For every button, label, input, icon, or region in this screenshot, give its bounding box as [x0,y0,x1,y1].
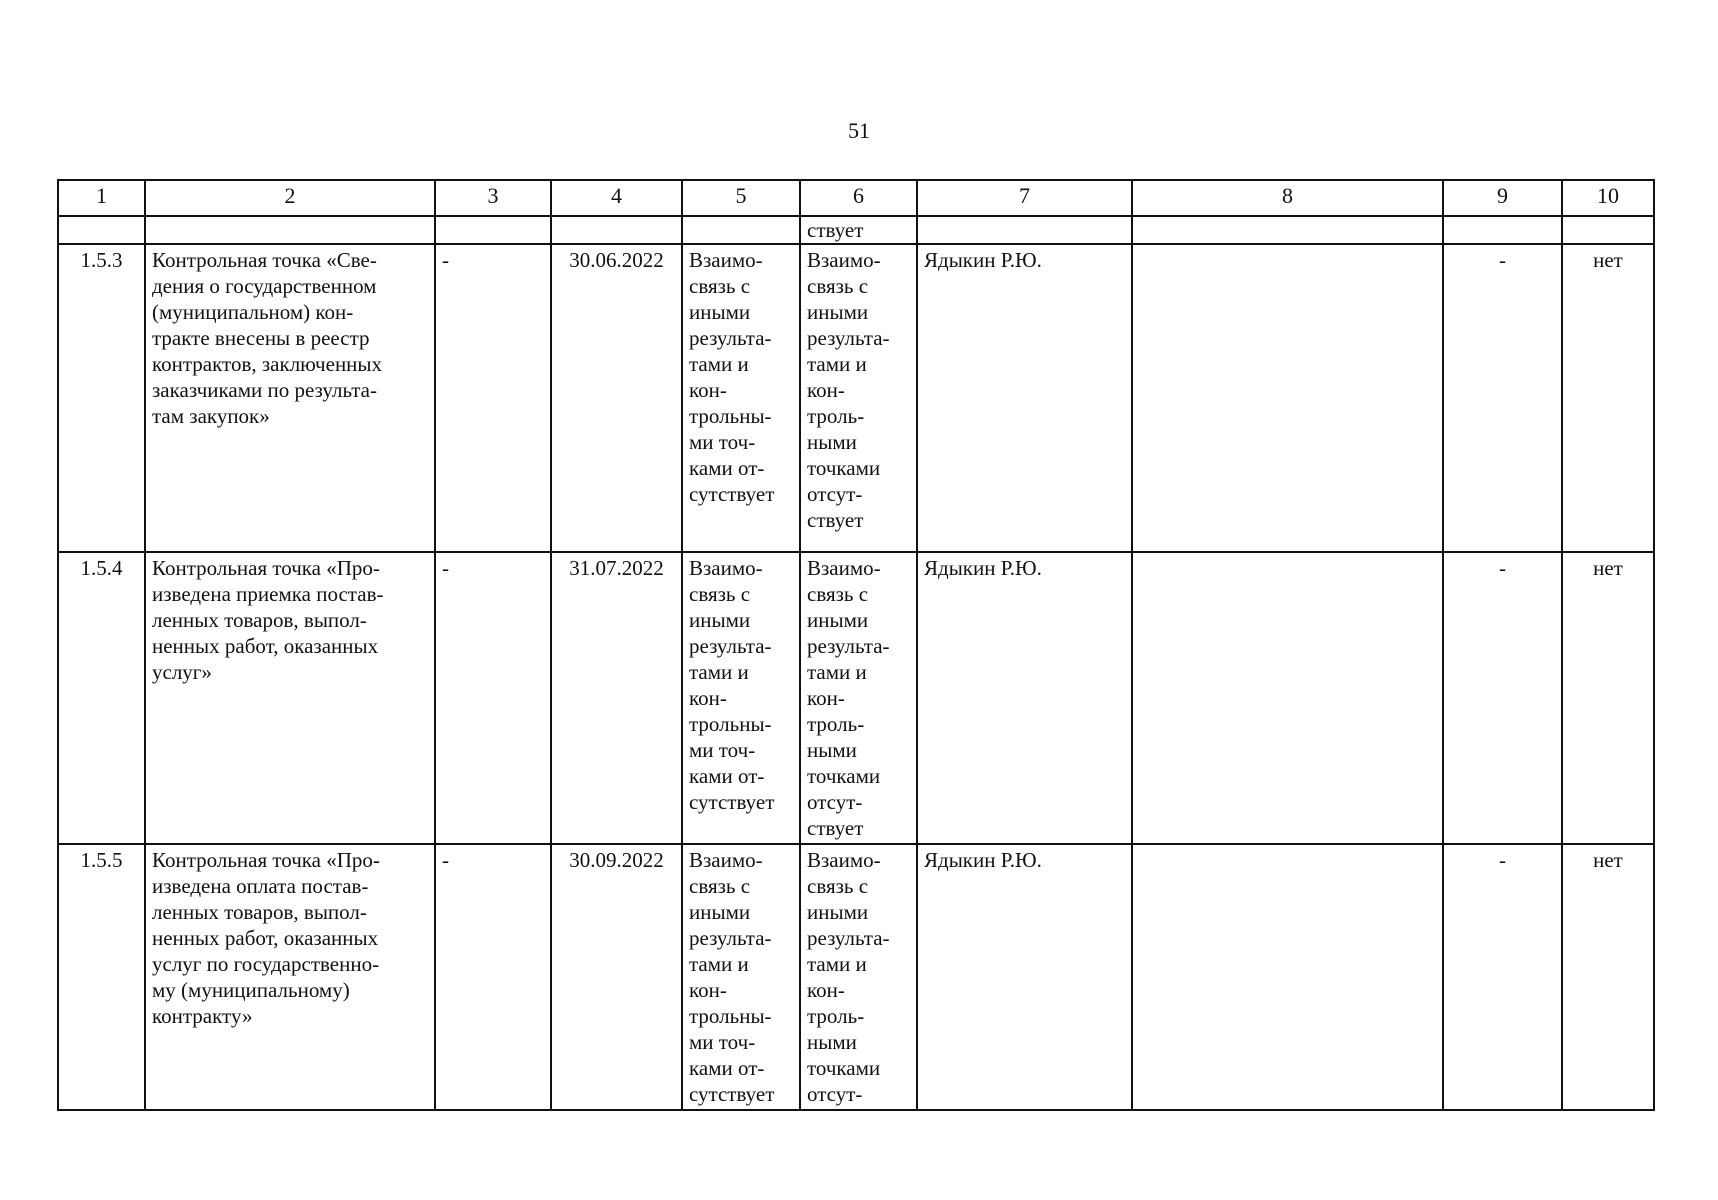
continuation-row [58,216,1654,244]
header-col-2: 2 [145,180,435,216]
row-number: 1.5.5 [58,844,145,1110]
milestones-table [57,179,1655,1111]
row-col8 [1132,552,1443,844]
milestone-name: Контрольная точка «Про- изведена приемка постав- ленных товаров, выпол- ненных работ, оказанных услуг» [145,552,435,844]
row-col8 [1132,244,1443,552]
continuation-cell-6: ствует [800,216,917,244]
table-row [58,552,1654,844]
header-col-4: 4 [551,180,682,216]
header-row [58,180,1654,216]
relation-col5: Взаимо- связь с иными результа- тами и кон- трольны- ми точ- ками от- сутствует [682,552,800,844]
responsible-person: Ядыкин Р.Ю. [917,244,1132,552]
row-col8 [1132,844,1443,1110]
relation-col5: Взаимо- связь с иными результа- тами и кон- трольны- ми точ- ками от- сутствует [682,844,800,1110]
continuation-cell-8 [1132,216,1443,244]
milestone-date: 30.09.2022 [551,844,682,1110]
row-col3: - [435,552,551,844]
header-col-3: 3 [435,180,551,216]
continuation-cell-7 [917,216,1132,244]
header-col-7: 7 [917,180,1132,216]
header-col-5: 5 [682,180,800,216]
page-number: 51 [848,118,870,143]
continuation-cell-5 [682,216,800,244]
row-number: 1.5.4 [58,552,145,844]
row-col10: нет [1562,244,1654,552]
row-col9: - [1443,552,1562,844]
milestone-date: 30.06.2022 [551,244,682,552]
row-col3: - [435,844,551,1110]
responsible-person: Ядыкин Р.Ю. [917,844,1132,1110]
header-col-10: 10 [1562,180,1654,216]
continuation-cell-2 [145,216,435,244]
continuation-cell-9 [1443,216,1562,244]
header-col-9: 9 [1443,180,1562,216]
relation-col5: Взаимо- связь с иными результа- тами и кон- трольны- ми точ- ками от- сутствует [682,244,800,552]
milestone-name: Контрольная точка «Све- дения о государственном (муниципальном) кон- тракте внесены в реестр контрактов, заключенных заказчиками по результа- там закупок» [145,244,435,552]
header-col-1: 1 [58,180,145,216]
continuation-cell-3 [435,216,551,244]
relation-col6: Взаимо- связь с иными результа- тами и кон- троль- ными точками отсут- [800,844,917,1110]
row-col10: нет [1562,552,1654,844]
continuation-cell-4 [551,216,682,244]
row-col9: - [1443,844,1562,1110]
milestone-date: 31.07.2022 [551,552,682,844]
header-col-6: 6 [800,180,917,216]
row-col9: - [1443,244,1562,552]
continuation-cell-1 [58,216,145,244]
continuation-cell-10 [1562,216,1654,244]
relation-col6: Взаимо- связь с иными результа- тами и кон- троль- ными точками отсут- ствует [800,244,917,552]
row-col3: - [435,244,551,552]
milestone-name: Контрольная точка «Про- изведена оплата постав- ленных товаров, выпол- ненных работ, оказанных услуг по государственно- му (муниципальному) контракту» [145,844,435,1110]
responsible-person: Ядыкин Р.Ю. [917,552,1132,844]
table-row [58,844,1654,1110]
header-col-8: 8 [1132,180,1443,216]
row-col10: нет [1562,844,1654,1110]
table-row [58,244,1654,552]
row-number: 1.5.3 [58,244,145,552]
relation-col6: Взаимо- связь с иными результа- тами и кон- троль- ными точками отсут- ствует [800,552,917,844]
